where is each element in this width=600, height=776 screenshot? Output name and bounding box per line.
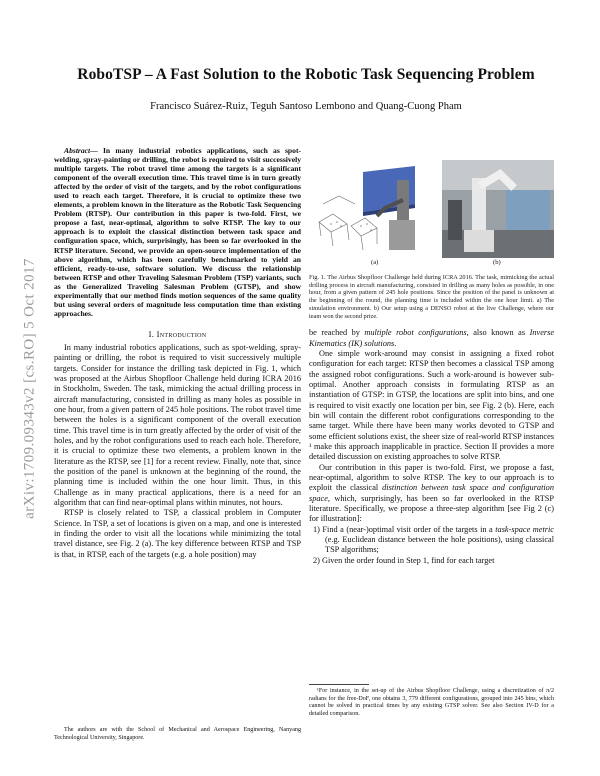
figure-1b-robot-photo bbox=[442, 160, 554, 258]
right-p3-emph: distinction between task space and configuration space bbox=[309, 483, 554, 503]
right-column bbox=[309, 146, 554, 566]
left-column bbox=[54, 146, 301, 560]
intro-paragraph-2: RTSP is closely related to TSP, a classical problem in Computer Science. In TSP, a set of locations is given on a map, and one is interested in finding the order to visit all the locations while minimizing the total travel distance, see Fig. 2 (a). The key difference between RTSP and TSP is that, in RTSP, each of the targets (e.g. a hole position) may bbox=[54, 508, 301, 559]
list-item-1-text: 1) Find a (near-)optimal visit order of the targets in a bbox=[313, 524, 496, 534]
right-p1-mid: , also known as bbox=[466, 328, 530, 338]
figure-1b-label: (b) bbox=[493, 259, 501, 266]
right-p3-text: Our contribution in this paper is two-fold. First, we propose a fast, near-optimal, algorithm to solve RTSP. The key to our approach is to exploit the classical bbox=[309, 462, 554, 493]
abstract bbox=[54, 146, 301, 318]
figure-1a-label: (a) bbox=[371, 259, 379, 266]
right-p1-text: be reached by bbox=[309, 328, 365, 338]
paper-title: RoboTSP – A Fast Solution to the Robotic Task Sequencing Problem bbox=[77, 66, 535, 83]
right-p1-emph: multiple robot configurations bbox=[364, 328, 467, 338]
right-paragraph-2: One simple work-around may consist in assigning a fixed robot configuration for each target: RTSP then becomes a classical TSP among the assigned robot configurations. Such a work-around is however sub-optimal. Another approach consists in formulating RTSP as an instantiation of GTSP: in GTSP, the locations are split into bins, and one is required to visit exactly one location per bin, see Fig. 2 (b). Here, each bin will contain the different robot configurations corresponding to the same target. While there have been many works devoted to GTSP and some efficient solutions exist, the sheer size of real-world RTSP instances ¹ make this approach inapplicable in practice. Section II provides a more detailed discussion on existing approaches to solve RTSP. bbox=[309, 348, 554, 462]
right-paragraph-3 bbox=[309, 463, 554, 525]
list-item-1-emph: task-space metric bbox=[495, 524, 554, 534]
abstract-text: — In many industrial robotics applications, such as spot-welding, spray-painting or drilling, the robot is required to visit successively multiple targets. The robot travel time among the targets is a significant component of the overall execution time. This travel time is in turn greatly affected by the order of visit of the targets, and by the robot configurations used to reach each target. Therefore, it is crucial to optimize these two elements, a problem known in the literature as the Robotic Task Sequencing Problem (RTSP). Our contribution in this paper is two-fold. First, we propose a fast, near-optimal, algorithm to solve RTSP. The key to our approach is to exploit the classical distinction between task space and configuration space, which, surprisingly, has been so far overlooked in the RTSP literature. Second, we provide an open-source implementation of the above algorithm, which has been carefully benchmarked to yield an efficient, ready-to-use, software solution. We discuss the relationship between RTSP and other Traveling Salesman Problem (TSP) variants, such as the Generalized Traveling Salesman Problem (GTSP), and show experimentally that our method finds motion sequences of the same quality but using several orders of magnitude less computation time than existing approaches. bbox=[54, 146, 301, 318]
figure-1-caption: Fig. 1. The Airbus Shopfloor Challenge held during ICRA 2016. The task, mimicking the actual drilling process in aircraft manufacturing, consisted in drilling as many holes as possible, in one hour, from a given pattern of 245 hole positions. Since the position of the panel is unknown at the beginning of the round, the planning time is included within the one hour limit. a) The simulation environment. b) Our setup using a DENSO robot at the live Challenge, where our team won the second prize. bbox=[309, 274, 554, 320]
abstract-label: Abstract bbox=[64, 146, 91, 155]
figure-1a-simulation-image bbox=[311, 160, 439, 258]
affiliation-footnote: The authors are with the School of Mechanical and Aerospace Engineering, Nanyang Technological University, Singapore. bbox=[54, 727, 301, 741]
list-item-1 bbox=[309, 525, 554, 556]
list-item-1-end: (e.g. Euclidean distance between the hole positions), using classical TSP algorithms; bbox=[325, 535, 554, 555]
section-heading-introduction: I. Introduction bbox=[148, 328, 207, 339]
intro-paragraph-1: In many industrial robotics applications, such as spot-welding, spray-painting or drilling, the robot is required to visit successively multiple targets. Consider for instance the drilling task depicted in Fig. 1, which was proposed at the Airbus Shopfloor Challenge held during ICRA 2016 in Stockholm, Sweden. The task, mimicking the actual drilling process in aircraft manufacturing, consisted in drilling as many holes as possible in one hour, from a given pattern of 245 hole positions. The robot travel time between the holes is a significant component of the overall execution time. This travel time is in turn greatly affected by the order of visit of the holes, and by the robot configurations used to reach each hole. Therefore, it is crucial to optimize these two elements, a problem known in the literature as the RTSP, see [1] for a recent review. Finally, note that, since the position of the panel is unknown at the beginning of the round, the planning time is included within the one hour limit. Thus, in this Challenge as in many practical applications, there is a need for an algorithm that can find near-optimal plans within minutes, not hours. bbox=[54, 342, 301, 508]
footnote-rule bbox=[309, 684, 369, 685]
right-p1-end: . bbox=[394, 338, 397, 348]
list-item-2: 2) Given the order found in Step 1, find for each target bbox=[313, 555, 495, 565]
arxiv-stamp: arXiv:1709.09343v2 [cs.RO] 5 Oct 2017 bbox=[21, 258, 38, 519]
right-p1-emph2: Inverse Kinematics (IK) solutions bbox=[309, 328, 555, 348]
paper-authors: Francisco Suárez-Ruiz, Teguh Santoso Lembono and Quang-Cuong Pham bbox=[150, 101, 462, 112]
right-paragraph-1 bbox=[309, 328, 554, 349]
figure-1 bbox=[309, 146, 554, 266]
right-p3-end: , which, surprisingly, has been so far overlooked in the RTSP literature. Specifically, we propose a three-step algorithm [see Fig 2 (c) for illustration]: bbox=[309, 493, 554, 524]
footnote-1: ¹For instance, in the set-up of the Airbus Shopfloor Challenge, using a discretization of π/2 radians for the free-DoF, one obtains 3, 779 different configurations, grouped into 245 bins, which cannot be solved in practical times by any existing GTSP solver. See also Section IV-D for a detailed comparison. bbox=[309, 688, 554, 717]
